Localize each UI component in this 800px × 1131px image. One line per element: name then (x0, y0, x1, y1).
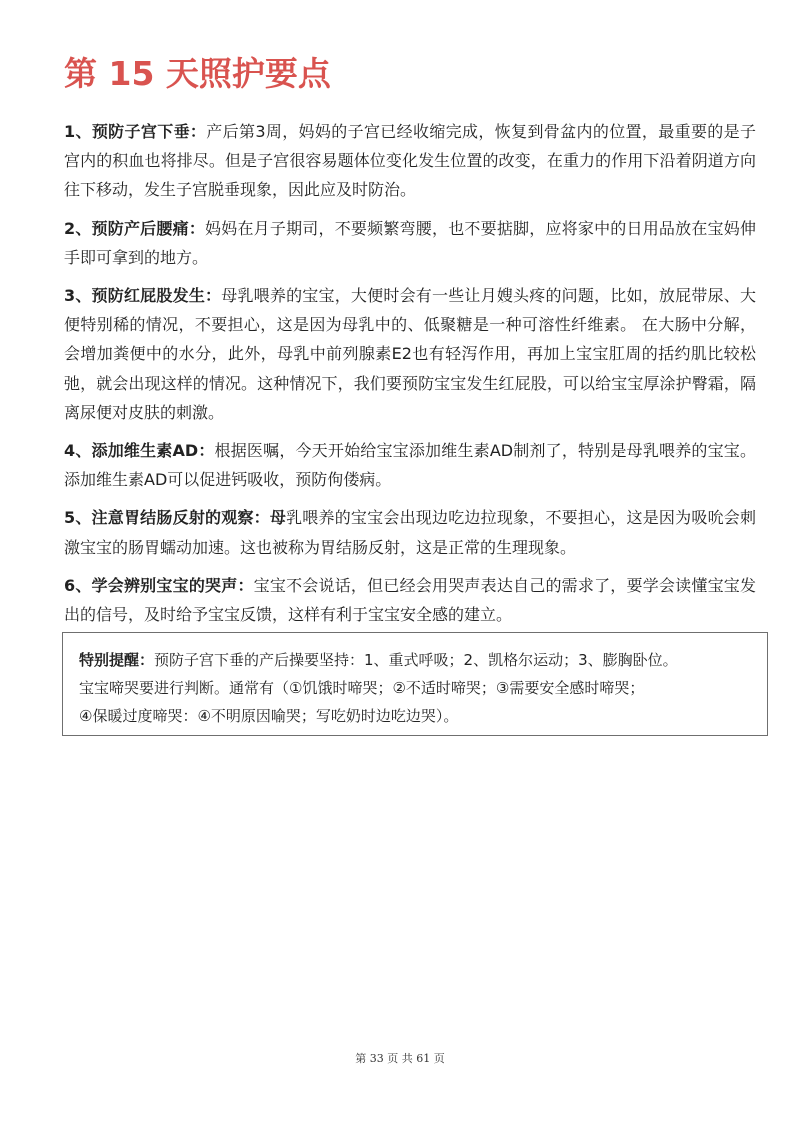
care-point-diaper-rash (64, 281, 756, 427)
care-point-text: 妈妈在月子期司，不要频繁弯腰，也不要掂脚，应将家中的日用品放在宝妈伸手即可拿到的地方。 (64, 218, 756, 267)
care-point-heading: 2、预防产后腰痛： (64, 218, 206, 238)
reminder-line-1 (79, 646, 751, 674)
care-point-text: 乳喂养的宝宝会出现边吃边拉现象，不要担心，这是因为吸吮会刺激宝宝的肠胃蠕动加速。这也被称为胃结肠反射，这是正常的生理现象。 (64, 508, 756, 557)
care-point-heading: 5、注意胃结肠反射的观察：母 (64, 508, 287, 528)
care-point-text: 根据医嘱，今天开始给宝宝添加维生素AD制剂了，特别是母乳喂养的宝宝。添加维生素AD可以促进钙吸收，预防佝偻病。 (64, 441, 756, 490)
reminder-heading: 特别提醒： (79, 651, 155, 669)
care-point-text: 产后第3周，妈妈的子宫已经收缩完成，恢复到骨盆内的位置，最重要的是子宫内的积血也将排尽。但是子宫很容易题体位变化发生位置的改变，在重力的作用下沿着阴道方向往下移动，发生子宫脱垂现象，因此应及时防治。 (64, 122, 756, 200)
care-point-text: 宝宝不会说话，但已经会用哭声表达自己的需求了，要学会读懂宝宝发出的信号，及时给予宝宝反馈，这样有利于宝宝安全感的建立。 (64, 575, 756, 625)
page-number-footer: 第 33 页 共 61 页 (355, 1052, 445, 1065)
care-point-heading: 1、预防子宫下垂： (64, 122, 207, 141)
care-point-gastrocolic-reflex (64, 503, 756, 561)
care-point-heading: 6、学会辨别宝宝的哭声： (64, 575, 254, 595)
care-point-back-pain (64, 214, 756, 272)
care-point-baby-crying (64, 571, 756, 629)
reminder-line-3: ④保暖过度啼哭：④不明原因喻哭；写吃奶时边吃边哭）。 (79, 707, 459, 725)
care-point-heading: 3、预防红屁股发生： (64, 286, 222, 306)
care-points-list (64, 117, 756, 638)
care-point-uterine-prolapse (64, 117, 756, 205)
reminder-line-2: 宝宝啼哭要进行判断。通常有（①饥饿时啼哭；②不适时啼哭；③需要安全感时啼哭； (79, 679, 645, 697)
care-point-vitamin-ad (64, 436, 756, 494)
reminder-text-1: 预防子宫下垂的产后操要坚持：1、重式呼吸；2、凯格尔运动；3、膨胸卧位。 (154, 651, 678, 669)
care-point-heading: 4、添加维生素AD： (64, 441, 215, 461)
page-title: 第 15 天照护要点 (64, 54, 331, 93)
care-point-text: 母乳喂养的宝宝，大便时会有一些让月嫂头疼的问题，比如，放屁带尿、大便特别稀的情况，不要担心，这是因为母乳中的、低聚糖是一种可溶性纤维素。 在大肠中分解，会增加粪便中的水分，此外，母乳中前列腺素E2也有轻泻作用，再加上宝宝肛周的括约肌比较松弛，就会出现这样的情况。这种情况下，我们要预防宝宝发生红屁股，可以给宝宝厚涂护臀霜，隔离尿便对皮肤的刺激。 (64, 286, 756, 422)
special-reminder-box (62, 632, 768, 736)
